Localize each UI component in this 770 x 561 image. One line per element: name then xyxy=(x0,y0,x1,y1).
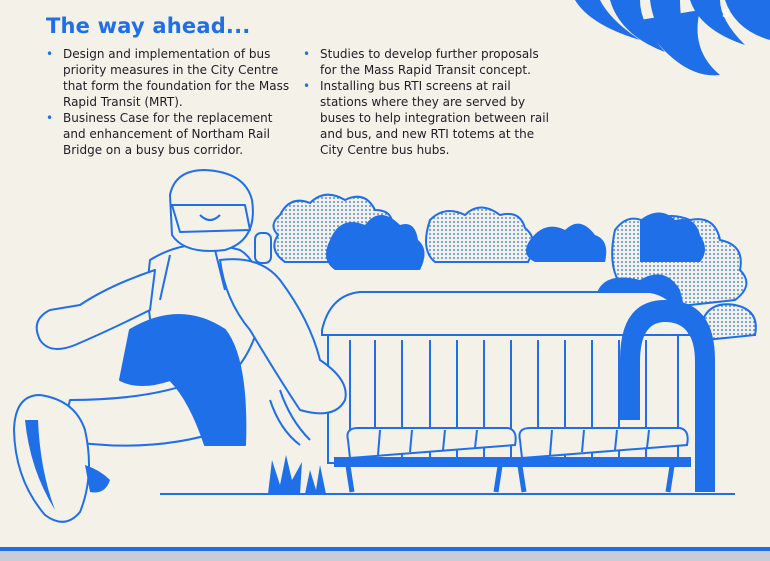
list-item-text: Business Case for the replacement and enhancement of Northam Rail Bridge on a busy bus corridor. xyxy=(63,111,273,157)
bench-icon xyxy=(335,428,690,492)
list-item xyxy=(303,46,553,78)
bullet-icon: • xyxy=(303,47,311,61)
list-item-text: Design and implementation of bus priority measures in the City Centre that form the foundation for the Mass Rapid Transit (MRT). xyxy=(63,47,290,109)
list-item xyxy=(46,46,296,110)
list-item-text: Installing bus RTI screens at rail stations where they are served by buses to help integration between rail and bus, and new RTI totems at the City Centre bus hubs. xyxy=(320,79,549,157)
grass-icon xyxy=(268,455,326,494)
bottom-accent-line xyxy=(0,547,770,551)
bullet-icon: • xyxy=(46,111,54,125)
logo-mark: s xyxy=(722,5,731,21)
bullet-icon: • xyxy=(46,47,54,61)
page-title: The way ahead... xyxy=(46,14,251,38)
bullet-icon: • xyxy=(303,79,311,93)
bottom-strip xyxy=(0,547,770,561)
list-item xyxy=(303,78,553,158)
right-bullet-list xyxy=(303,46,553,158)
leaves-icon xyxy=(575,0,770,75)
left-bullet-list xyxy=(46,46,296,158)
list-item xyxy=(46,110,296,158)
list-item-text: Studies to develop further proposals for the Mass Rapid Transit concept. xyxy=(320,47,539,77)
